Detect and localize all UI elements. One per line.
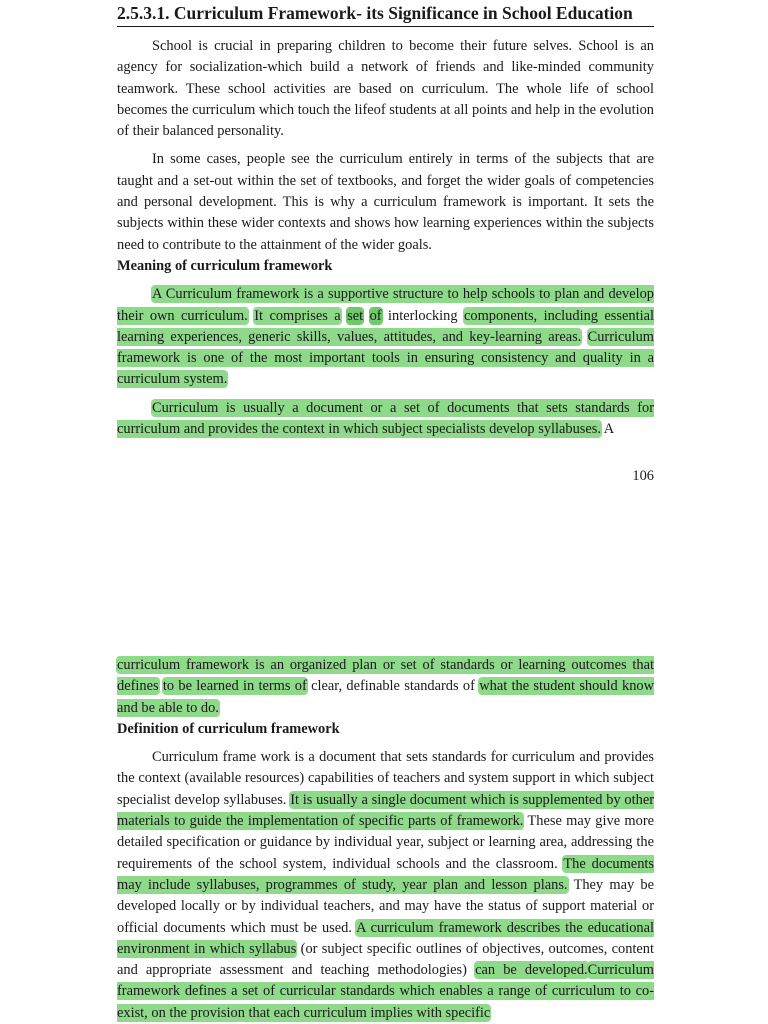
- section-title: 2.5.3.1. Curriculum Framework- its Significance in School Education: [117, 0, 654, 27]
- plain-text: These may give more detailed specification or guidance by individual year, subject or learning area, addressing the requirements of the school system, individual schools and the classroom.: [117, 813, 654, 872]
- highlight[interactable]: components, including essential learning experiences, generic skills, values, attitudes, and key-learning areas.: [117, 307, 654, 345]
- document-page-bottom: [117, 655, 654, 1024]
- plain-text: They may be developed locally or by individual teachers, and may have the status of support material or official documents which must be used.: [117, 876, 655, 936]
- plain-text: interlocking: [388, 307, 458, 324]
- highlight[interactable]: what the student should know and be able to do.: [117, 678, 654, 716]
- intro-paragraph-1: School is crucial in preparing children to become their future selves. School is an agency for socialization-which build a network of friends and like-minded community teamwork. These school activities are based on curriculum. The whole life of school becomes the curriculum which touch the lifeof students at all points and help in the evolution of their balanced personality.: [117, 38, 654, 140]
- highlight[interactable]: Curriculum is usually a document or a set of documents that sets standards for curriculum and provides the context in which subject specialists develop syllabuses.: [117, 399, 654, 438]
- plain-text: clear, definable standards of: [311, 678, 475, 695]
- meaning-paragraph-2: [117, 398, 654, 441]
- highlight[interactable]: It is usually a single document which is supplemented by other materials to guide the implementation of specific parts of framework.: [117, 791, 654, 830]
- highlight[interactable]: curriculum framework is an organized plan or set of standards or learning outcomes that defines: [117, 657, 654, 695]
- plain-text: A: [603, 421, 615, 438]
- meaning-heading: Meaning of curriculum framework: [117, 257, 333, 274]
- highlight[interactable]: Curriculum framework defines a set of curricular standards which enables a range of curriculum to co-exist, on the provision that each curriculum implies with specific: [117, 962, 654, 1021]
- highlight[interactable]: It comprises a: [254, 307, 341, 324]
- highlight[interactable]: to be learned in terms of: [162, 678, 307, 695]
- highlight[interactable]: Curriculum framework is one of the most important tools in ensuring consistency and quality in a curriculum system.: [117, 328, 654, 388]
- highlight[interactable]: A curriculum framework describes the educational environment in which syllabus: [117, 919, 654, 957]
- highlight[interactable]: set: [347, 307, 364, 324]
- document-page-top: [117, 0, 654, 440]
- definition-paragraph: [117, 747, 654, 1024]
- continued-paragraph: [117, 655, 654, 719]
- plain-text: Curriculum frame work is a document that sets standards for curriculum and provides the context (available resources) capabilities of teachers and system support in which subject specialist develop syllabuses.: [117, 749, 654, 808]
- page-number: 106: [632, 468, 654, 484]
- meaning-paragraph-1: [117, 284, 654, 390]
- intro-paragraph-2: In some cases, people see the curriculum entirely in terms of the subjects that are taught and a set-out within the set of textbooks, and forget the wider goals of competencies and personal development. This is why a curriculum framework is important. It sets the subjects within these wider contexts and shows how learning experiences within the subjects need to contribute to the attainment of the wider goals.: [117, 151, 654, 253]
- highlight[interactable]: A Curriculum framework is a supportive structure to help schools to plan and develop their own curriculum.: [117, 286, 654, 324]
- plain-text: (or subject specific outlines of objectives, outcomes, content and appropriate assessment and teaching methodologies): [117, 940, 654, 979]
- definition-heading: Definition of curriculum framework: [117, 720, 340, 737]
- highlight[interactable]: can be developed.: [475, 962, 588, 979]
- highlight[interactable]: of: [369, 307, 382, 324]
- highlight[interactable]: The documents may include syllabuses, programmes of study, year plan and lesson plans.: [117, 855, 654, 893]
